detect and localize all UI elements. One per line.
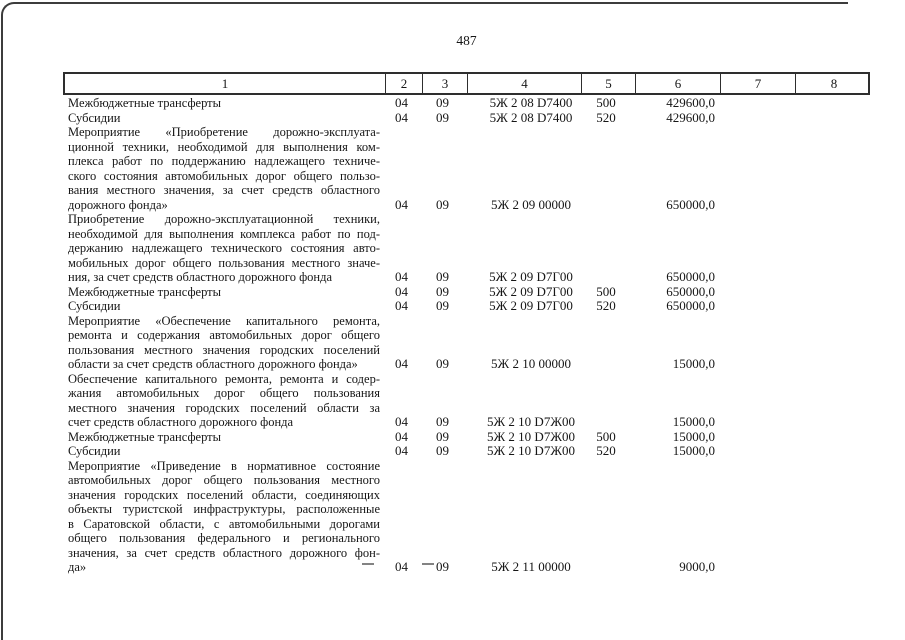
cell-expense-type: 520 — [596, 443, 616, 458]
cell-amount: 15000,0 — [672, 443, 715, 458]
cell-podrazdel: 09 — [436, 109, 449, 125]
cell-target-code: 5Ж 2 08 D7400 — [489, 95, 573, 110]
header-cell-5: 5 — [581, 74, 635, 93]
label-line: значения городских поселений области, соединяющих — [68, 487, 380, 502]
label-line: дорожного фонда» — [68, 197, 168, 212]
row-label — [63, 430, 383, 445]
cell-target-code: 5Ж 2 09 D7Г00 — [489, 283, 573, 299]
cell-target-code: 5Ж 2 09 D7Г00 — [489, 269, 573, 284]
table-row — [63, 459, 870, 575]
row-label — [63, 314, 383, 372]
cell-amount: 650000,0 — [666, 269, 715, 284]
table-row — [63, 314, 870, 372]
row-label — [63, 372, 383, 430]
table-header-row — [63, 72, 870, 95]
row-label — [63, 125, 383, 212]
budget-table — [63, 72, 870, 575]
header-cell-1: 1 — [221, 76, 229, 91]
label-line: значения, за счет средств областного дорожного фон- — [68, 545, 380, 560]
table-row — [63, 212, 870, 285]
header-cell-8: 8 — [795, 74, 872, 93]
label-line: местного значения городских поселений области за — [68, 400, 380, 415]
label-line: Субсидии — [68, 299, 121, 313]
cell-expense-type: 500 — [596, 95, 616, 110]
cell-razdel: 04 — [395, 109, 408, 125]
cell-amount: 15000,0 — [672, 428, 715, 444]
cell-target-code: 5Ж 2 11 00000 — [491, 559, 571, 574]
cell-razdel: 04 — [395, 443, 408, 458]
table-row — [63, 96, 870, 111]
label-line: Межбюджетные трансферты — [68, 429, 222, 444]
cell-razdel: 04 — [395, 283, 408, 299]
cell-podrazdel: 09 — [436, 196, 449, 212]
cell-target-code: 5Ж 2 09 D7Г00 — [489, 298, 573, 313]
row-label — [63, 111, 383, 126]
cell-razdel: 04 — [395, 356, 408, 371]
label-line: в Саратовской области, с автомобильными дорогами — [68, 516, 380, 531]
label-line: Межбюджетные трансферты — [68, 284, 222, 299]
label-line: объекты туристской инфраструктуры, расположенные — [68, 502, 380, 516]
cell-expense-type: 520 — [596, 109, 616, 125]
cell-podrazdel: 09 — [436, 356, 449, 371]
cell-podrazdel: 09 — [436, 414, 449, 429]
row-label — [63, 96, 383, 111]
cell-razdel: 04 — [395, 559, 408, 574]
row-label — [63, 212, 383, 285]
cell-amount: 650000,0 — [666, 283, 715, 299]
cell-target-code: 5Ж 2 10 00000 — [491, 356, 571, 371]
cell-podrazdel: 09 — [436, 269, 449, 284]
header-cell-7: 7 — [720, 74, 795, 93]
cell-podrazdel: 09 — [436, 443, 449, 458]
table-row — [63, 111, 870, 126]
cell-expense-type: 520 — [596, 298, 616, 313]
cell-podrazdel: 09 — [436, 95, 449, 110]
table-body — [63, 96, 870, 575]
cell-amount: 650000,0 — [666, 196, 715, 212]
label-line: вания местного значения, за счет средств областного — [68, 183, 380, 197]
label-line: ния, за счет средств областного дорожного фонда — [68, 270, 333, 284]
cell-amount: 429600,0 — [666, 109, 715, 125]
label-line: Мероприятие «Приобретение дорожно-эксплуата- — [68, 125, 380, 139]
header-cell-6: 6 — [635, 74, 720, 93]
table-row — [63, 299, 870, 314]
label-line: Приобретение дорожно-эксплуатационной техники, — [68, 212, 380, 226]
row-label — [63, 444, 383, 459]
row-label — [63, 459, 383, 575]
header-cell-4: 4 — [467, 74, 581, 93]
cell-razdel: 04 — [395, 196, 408, 212]
label-line: мобильных дорог общего пользования местного значе- — [68, 255, 380, 270]
label-line: Мероприятие «Обеспечение капитального ремонта, — [68, 313, 380, 328]
label-line: Мероприятие «Приведение в нормативное состояние — [68, 458, 380, 473]
row-label — [63, 285, 383, 300]
label-line: необходимой для выполнения комплекса работ по под- — [68, 226, 380, 241]
label-line: Межбюджетные трансферты — [68, 96, 222, 110]
label-line: Обеспечение капитального ремонта, ремонта и содер- — [68, 371, 380, 386]
table-row — [63, 285, 870, 300]
cell-target-code: 5Ж 2 08 D7400 — [489, 109, 573, 125]
cell-amount: 9000,0 — [679, 559, 715, 574]
label-line: Субсидии — [68, 444, 121, 458]
cell-podrazdel: 09 — [436, 298, 449, 313]
row-label — [63, 299, 383, 314]
cell-podrazdel: 09 — [436, 283, 449, 299]
label-line: жания автомобильных дорог общего пользования — [68, 386, 380, 400]
page-number: 487 — [456, 33, 477, 48]
cell-podrazdel: 09 — [436, 559, 449, 574]
label-line: ремонта и содержания автомобильных дорог общего — [68, 328, 380, 342]
label-line: области за счет средств областного дорожного фонда» — [68, 357, 358, 371]
label-line: ционной техники, необходимой для выполнения ком- — [68, 139, 380, 154]
label-line: автомобильных дорог общего пользования местного — [68, 473, 380, 487]
table-row — [63, 430, 870, 445]
scan-artifact-dash — [422, 563, 434, 565]
label-line: плекса работ по поддержанию надлежащего техниче- — [68, 154, 380, 168]
cell-amount: 15000,0 — [672, 356, 715, 371]
cell-razdel: 04 — [395, 428, 408, 444]
table-row — [63, 125, 870, 212]
cell-razdel: 04 — [395, 95, 408, 110]
cell-target-code: 5Ж 2 10 D7Ж00 — [487, 428, 575, 444]
cell-expense-type: 500 — [596, 428, 616, 444]
cell-razdel: 04 — [395, 298, 408, 313]
table-row — [63, 372, 870, 430]
cell-amount: 429600,0 — [666, 95, 715, 110]
cell-amount: 15000,0 — [672, 414, 715, 429]
label-line: Субсидии — [68, 110, 121, 125]
cell-target-code: 5Ж 2 10 D7Ж00 — [487, 443, 575, 458]
label-line: да» — [68, 560, 87, 574]
header-cell-2: 2 — [385, 74, 422, 93]
cell-expense-type: 500 — [596, 283, 616, 299]
cell-target-code: 5Ж 2 10 D7Ж00 — [487, 414, 575, 429]
label-line: ского состояния автомобильных дорог общего пользо- — [68, 168, 380, 183]
cell-podrazdel: 09 — [436, 428, 449, 444]
label-line: общего пользования федерального и регионального — [68, 531, 380, 545]
cell-amount: 650000,0 — [666, 298, 715, 313]
cell-razdel: 04 — [395, 269, 408, 284]
cell-razdel: 04 — [395, 414, 408, 429]
cell-target-code: 5Ж 2 09 00000 — [491, 196, 571, 212]
label-line: счет средств областного дорожного фонда — [68, 415, 294, 429]
label-line: пользования местного значения городских поселений — [68, 342, 380, 357]
label-line: держанию надлежащего технического состояния авто- — [68, 241, 380, 255]
scan-artifact-dash — [362, 563, 374, 565]
table-row — [63, 444, 870, 459]
header-cell-3: 3 — [422, 74, 467, 93]
